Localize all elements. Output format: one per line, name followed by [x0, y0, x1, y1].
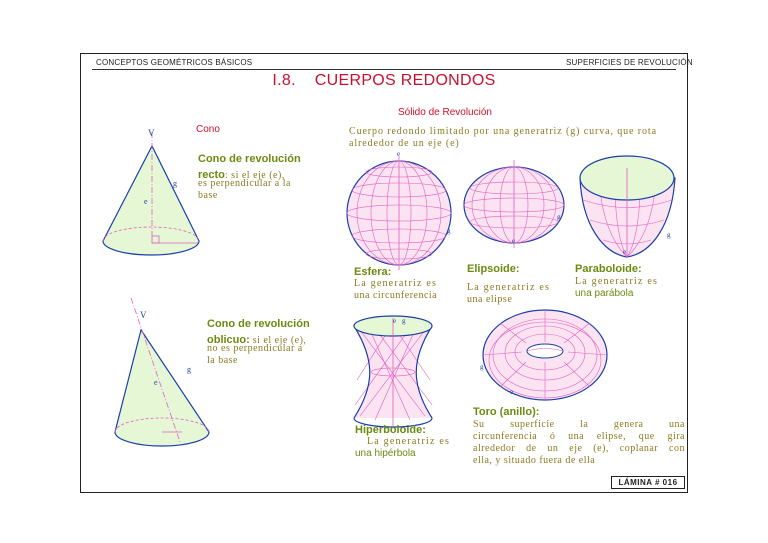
solido-text-2: alrededor de un eje (e) [349, 138, 460, 149]
recto-heading-1: Cono de revolución [198, 153, 301, 165]
generatrix-mark-oblique: g [187, 365, 191, 374]
page-title: I.8. CUERPOS REDONDOS [272, 72, 496, 89]
elipsoide-heading: Elipsoide: [467, 263, 520, 275]
ellipsoid-figure [464, 160, 564, 248]
ellipsoid-axis-mark: e [512, 237, 516, 245]
hiperboloide-text-1: La generatriz es [367, 436, 451, 447]
hyperboloid-figure [354, 316, 432, 428]
header-right: SUPERFICIES DE REVOLUCIÓN [566, 58, 693, 67]
hyperboloid-generatrix-mark: g [402, 317, 406, 325]
hiperboloide-heading: Hiperboloide: [355, 424, 426, 436]
paraboloide-text-1: La generatriz es [575, 276, 659, 287]
hyperboloid-axis-mark: e [393, 317, 397, 325]
torus-generatrix-mark: g [480, 363, 484, 371]
elipsoide-text-1: La generatriz es [467, 282, 551, 293]
axis-mark-right: e [144, 197, 148, 206]
paraboloid-figure [580, 156, 675, 258]
oblicuo-text-3: la base [207, 355, 238, 366]
recto-text-3: base [198, 190, 218, 201]
ellipsoid-generatrix-mark: g [557, 213, 561, 221]
paraboloide-text-2: una parábola [575, 288, 634, 299]
oblicuo-heading-2: oblicuo: [207, 334, 250, 346]
torus-figure [483, 310, 607, 400]
toro-heading: Toro (anillo): [473, 406, 540, 418]
sphere-generatrix-mark: g [447, 227, 451, 235]
vertex-mark-right: V [148, 128, 155, 138]
torus-axis-mark: e [510, 388, 514, 396]
toro-text-1: Su superficie la genera una [473, 419, 685, 430]
oblicuo-heading-1: Cono de revolución [207, 318, 310, 330]
paraboloide-heading: Paraboloide: [575, 263, 642, 275]
hiperboloide-text-2: una hipérbola [355, 448, 416, 459]
toro-text-3: alrededor de un eje (e), coplanar con [473, 443, 685, 454]
solido-heading: Sólido de Revolución [398, 107, 492, 118]
sphere-axis-mark: e [397, 150, 401, 158]
axis-mark-oblique: e [154, 378, 158, 387]
paraboloid-generatrix-mark: g [667, 231, 671, 239]
solido-text-1: Cuerpo redondo limitado por una generatriz (g) curva, que rota [349, 126, 657, 137]
recto-text-1: : si el eje (e), [224, 170, 285, 181]
oblique-cone-figure [115, 298, 209, 446]
oblicuo-text-2: no es perpendicular a [207, 343, 303, 354]
header-left: CONCEPTOS GEOMÉTRICOS BÁSICOS [96, 58, 253, 67]
oblicuo-text-1: si el eje (e), [249, 335, 307, 346]
recto-heading-2: recto [198, 169, 225, 181]
esfera-heading: Esfera: [354, 266, 392, 278]
toro-text-2: circunferencia ó una elipse, que gira [473, 431, 685, 442]
vertex-mark-oblique: V [140, 310, 147, 320]
cono-label: Cono [196, 124, 220, 135]
sphere-figure [347, 156, 451, 270]
paraboloid-axis-mark: e [623, 248, 627, 256]
generatrix-mark-right: g [173, 179, 177, 188]
elipsoide-text-2: una elipse [467, 294, 513, 305]
lamina-number: LÁMINA # 016 [611, 476, 685, 489]
esfera-text-1: La generatriz es [354, 278, 438, 289]
recto-text-2: es perpendicular a la [198, 178, 291, 189]
toro-text-4: ella, y situado fuera de ella [473, 455, 596, 466]
esfera-text-2: una circunferencia [354, 290, 438, 301]
right-cone-figure [103, 132, 199, 255]
